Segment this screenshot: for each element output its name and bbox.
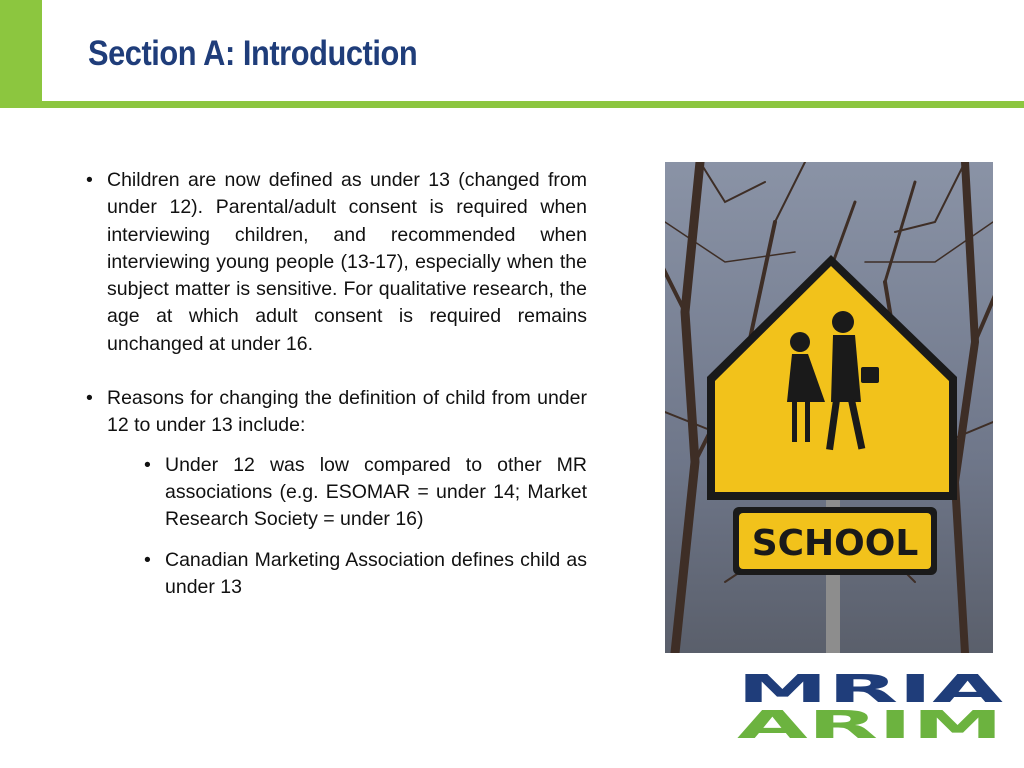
logo-top-text: MRIA <box>737 668 1005 711</box>
bullet-text: Reasons for changing the definition of child from under 12 to under 13 include: <box>107 387 587 437</box>
bullet-marker: • <box>86 387 93 410</box>
accent-bar <box>0 0 42 108</box>
content-area <box>86 167 587 601</box>
mria-arim-logo <box>735 668 1005 740</box>
bullet-item <box>86 385 587 440</box>
bullet-marker: • <box>144 453 151 476</box>
school-sign-text: SCHOOL <box>751 523 919 564</box>
bullet-marker: • <box>144 548 151 571</box>
bullet-text: Children are now defined as under 13 (changed from under 12). Parental/adult consent is required when interviewing children, and recommended when interviewing young people (13-17), especially when the subject matter is sensitive. For qualitative research, the age at which adult consent is required remains unchanged at under 16. <box>107 169 587 355</box>
bullet-marker: • <box>86 169 93 191</box>
sub-bullet-item <box>144 452 587 534</box>
logo-bottom-text: ARIM <box>737 703 1003 740</box>
sub-bullet-text: Canadian Marketing Association defines child as under 13 <box>165 548 587 598</box>
sub-bullet-text: Under 12 was low compared to other MR associations (e.g. ESOMAR = under 14; Market Research Society = under 16) <box>165 453 587 531</box>
accent-line <box>42 101 1024 108</box>
slide-title: Section A: Introduction <box>88 34 418 73</box>
sub-bullet-item <box>144 547 587 602</box>
school-sign-photo <box>665 162 993 653</box>
bullet-item <box>86 167 587 358</box>
